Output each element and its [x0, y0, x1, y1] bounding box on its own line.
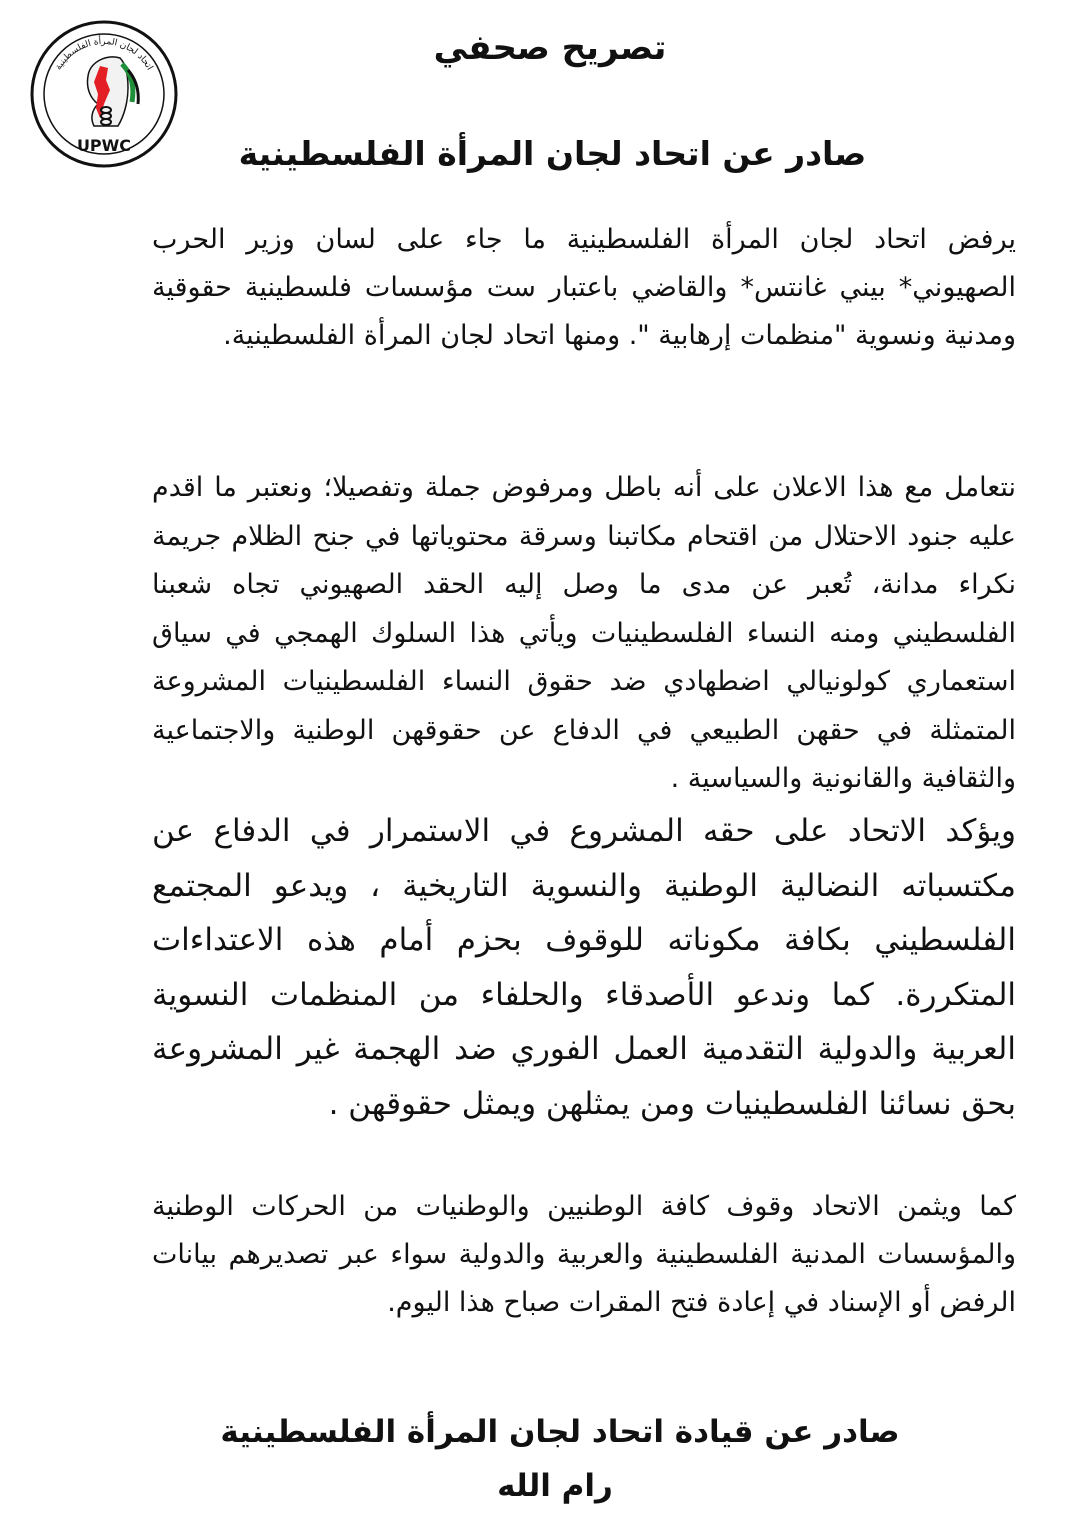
logo-acronym: UPWC [76, 136, 132, 155]
paragraph-4: كما ويثمن الاتحاد وقوف كافة الوطنيين والوطنيات من الحركات الوطنية والمؤسسات المدنية الفلسطينية والعربية والدولية سواء عبر تصديرهم بيانات الرفض أو الإسناد في إعادة فتح المقرات صباح هذا اليوم. [152, 1191, 1016, 1318]
paragraph-1: يرفض اتحاد لجان المرأة الفلسطينية ما جاء على لسان وزير الحرب الصهيوني* بيني غانتس* والقاضي باعتبار ست مؤسسات فلسطينية حقوقية ومدنية ونسوية "منظمات إرهابية ". ومنها اتحاد لجان المرأة الفلسطينية. [152, 224, 1016, 351]
logo-arc-text: اتحاد لجان المرأة الفلسطينية [53, 36, 155, 73]
signature-location: رام الله [497, 1468, 613, 1504]
paragraph-2: نتعامل مع هذا الاعلان على أنه باطل ومرفوض جملة وتفصيلا؛ ونعتبر ما اقدم عليه جنود الاحتلال من اقتحام مكاتبنا وسرقة محتوياتها في جنح الظلام جريمة نكراء مدانة، تُعبر عن مدى ما وصل إليه الحقد الصهيوني تجاه شعبنا الفلسطيني ومنه النساء الفلسطينيات ويأتي هذا السلوك الهمجي في سياق استعماري كولونيالي اضطهادي ضد حقوق النساء الفلسطينيات المشروعة المتمثلة في حقهن الطبيعي في الدفاع عن حقوقهن الوطنية والاجتماعية والثقافية والقانونية والسياسية . [152, 472, 1016, 794]
signature-issuer: صادر عن قيادة اتحاد لجان المرأة الفلسطينية [220, 1414, 900, 1450]
page-subtitle: صادر عن اتحاد لجان المرأة الفلسطينية [238, 134, 867, 173]
page-title: تصريح صحفي [433, 28, 667, 68]
paragraph-3: ويؤكد الاتحاد على حقه المشروع في الاستمرار في الدفاع عن مكتسباته النضالية الوطنية والنسوية التاريخية ، ويدعو المجتمع الفلسطيني بكافة مكوناته للوقوف بحزم أمام هذه الاعتداءات المتكررة. كما وندعو الأصدقاء والحلفاء من المنظمات النسوية العربية والدولية التقدمية العمل الفوري ضد الهجمة غير المشروعة بحق نسائنا الفلسطينيات ومن يمثلهن ويمثل حقوقهن . [152, 813, 1016, 1122]
